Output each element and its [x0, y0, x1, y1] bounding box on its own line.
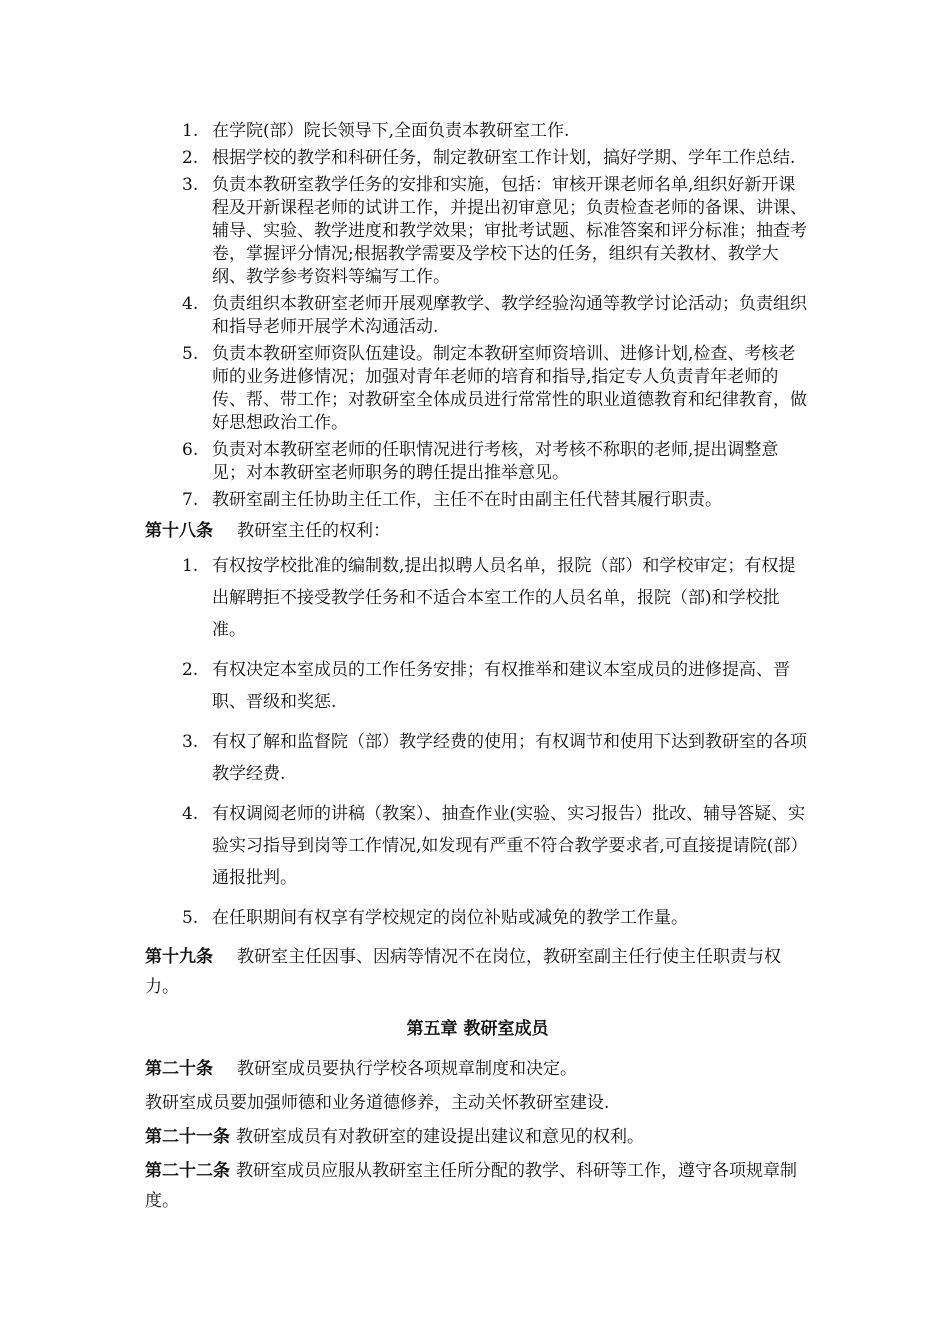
list-number: 1.: [182, 121, 199, 141]
article-20: [145, 1054, 810, 1084]
list-item: [145, 902, 810, 934]
list-number: 5.: [182, 908, 199, 928]
article-heading: 第二十二条: [145, 1161, 230, 1181]
list-item-text: 在学院(部）院长领导下,全面负责本教研室工作.: [212, 121, 570, 141]
list-number: 4.: [182, 804, 199, 824]
list-item: [145, 798, 810, 894]
list-item: [145, 489, 810, 512]
list-item: [145, 343, 810, 435]
list-item-text: 有权了解和监督院（部）教学经费的使用；有权调节和使用下达到教研室的各项教学经费.: [212, 732, 807, 784]
list-number: 1.: [182, 556, 199, 576]
list-number: 2.: [182, 660, 199, 680]
article-19: [145, 942, 810, 1002]
list-number: 3.: [182, 732, 199, 752]
list-item: [145, 726, 810, 790]
list-item-text: 有权决定本室成员的工作任务安排；有权推举和建议本室成员的进修提高、晋职、晋级和奖惩.: [212, 660, 790, 712]
list-item-text: 有权调阅老师的讲稿（教案）、抽查作业(实验、实习报告）批改、辅导答疑、实验实习指导到岗等工作情况,如发现有严重不符合教学要求者,可直接提请院(部）通报批判。: [212, 804, 808, 888]
article-heading: 第二十条: [145, 1059, 213, 1079]
paragraph: 教研室成员要加强师德和业务道德修养，主动关怀教研室建设.: [145, 1093, 610, 1113]
list-item-text: 负责对本教研室老师的任职情况进行考核，对考核不称职的老师,提出调整意见；对本教研室老师职务的聘任提出推举意见。: [212, 440, 779, 483]
list-number: 7.: [182, 490, 199, 510]
article-22: [145, 1156, 810, 1216]
list-number: 4.: [182, 294, 199, 314]
article-18: [145, 516, 810, 546]
list-number: 5.: [182, 344, 199, 364]
list-item-text: 有权按学校批准的编制数,提出拟聘人员名单，报院（部）和学校审定；有权提出解聘拒不接受教学任务和不适合本室工作的人员名单，报院（部)和学校批准。: [212, 556, 796, 640]
list-item-text: 负责本教研室教学任务的安排和实施，包括：审核开课老师名单,组织好新开课程及开新课程老师的试讲工作，并提出初审意见；负责检查老师的备课、讲课、辅导、实验、教学进度和教学效果；审批考试题、标准答案和评分标准；抽查考卷，掌握评分情况;根据教学需要及学校下达的任务，组织有关教材、教学大纲、教学参考资料等编写工作。: [212, 175, 807, 287]
article-text: 教研室主任的权利：: [237, 521, 390, 541]
article-text: 教研室主任因事、因病等情况不在岗位，教研室副主任行使主任职责与权力。: [145, 947, 781, 997]
list-item: [145, 147, 810, 170]
list-item-text: 负责组织本教研室老师开展观摩教学、教学经验沟通等教学讨论活动；负责组织和指导老师开展学术沟通活动.: [212, 294, 807, 337]
list-item: [145, 120, 810, 143]
document-page: [145, 120, 810, 1220]
article-heading: 第二十一条: [145, 1127, 230, 1147]
list-item-text: 根据学校的教学和科研任务，制定教研室工作计划，搞好学期、学年工作总结.: [212, 148, 796, 168]
article-text: 教研室成员有对教研室的建设提出建议和意见的权利。: [236, 1127, 644, 1147]
director-duties-list: [145, 120, 810, 512]
article-text: 教研室成员要执行学校各项规章制度和决定。: [237, 1059, 577, 1079]
list-item-text: 在任职期间有权享有学校规定的岗位补贴或减免的教学工作量。: [212, 908, 688, 928]
list-number: 6.: [182, 440, 199, 460]
chapter-heading: 第五章 教研室成员: [406, 1019, 549, 1039]
director-rights-list: [145, 550, 810, 934]
article-heading: 第十八条: [145, 521, 213, 541]
list-number: 3.: [182, 175, 199, 195]
list-item: [145, 439, 810, 485]
list-number: 2.: [182, 148, 199, 168]
list-item: [145, 550, 810, 646]
list-item: [145, 293, 810, 339]
list-item-text: 教研室副主任协助主任工作，主任不在时由副主任代替其履行职责。: [212, 490, 722, 510]
list-item: [145, 654, 810, 718]
article-21: [145, 1122, 810, 1152]
article-heading: 第十九条: [145, 947, 213, 967]
list-item-text: 负责本教研室师资队伍建设。制定本教研室师资培训、进修计划,检查、考核老师的业务进修情况；加强对青年老师的培育和指导,指定专人负责青年老师的传、帮、带工作；对教研室全体成员进行常常性的职业道德教育和纪律教育，做好思想政治工作。: [212, 344, 807, 433]
list-item: [145, 174, 810, 289]
article-text: 教研室成员应服从教研室主任所分配的教学、科研等工作，遵守各项规章制度。: [145, 1161, 797, 1211]
